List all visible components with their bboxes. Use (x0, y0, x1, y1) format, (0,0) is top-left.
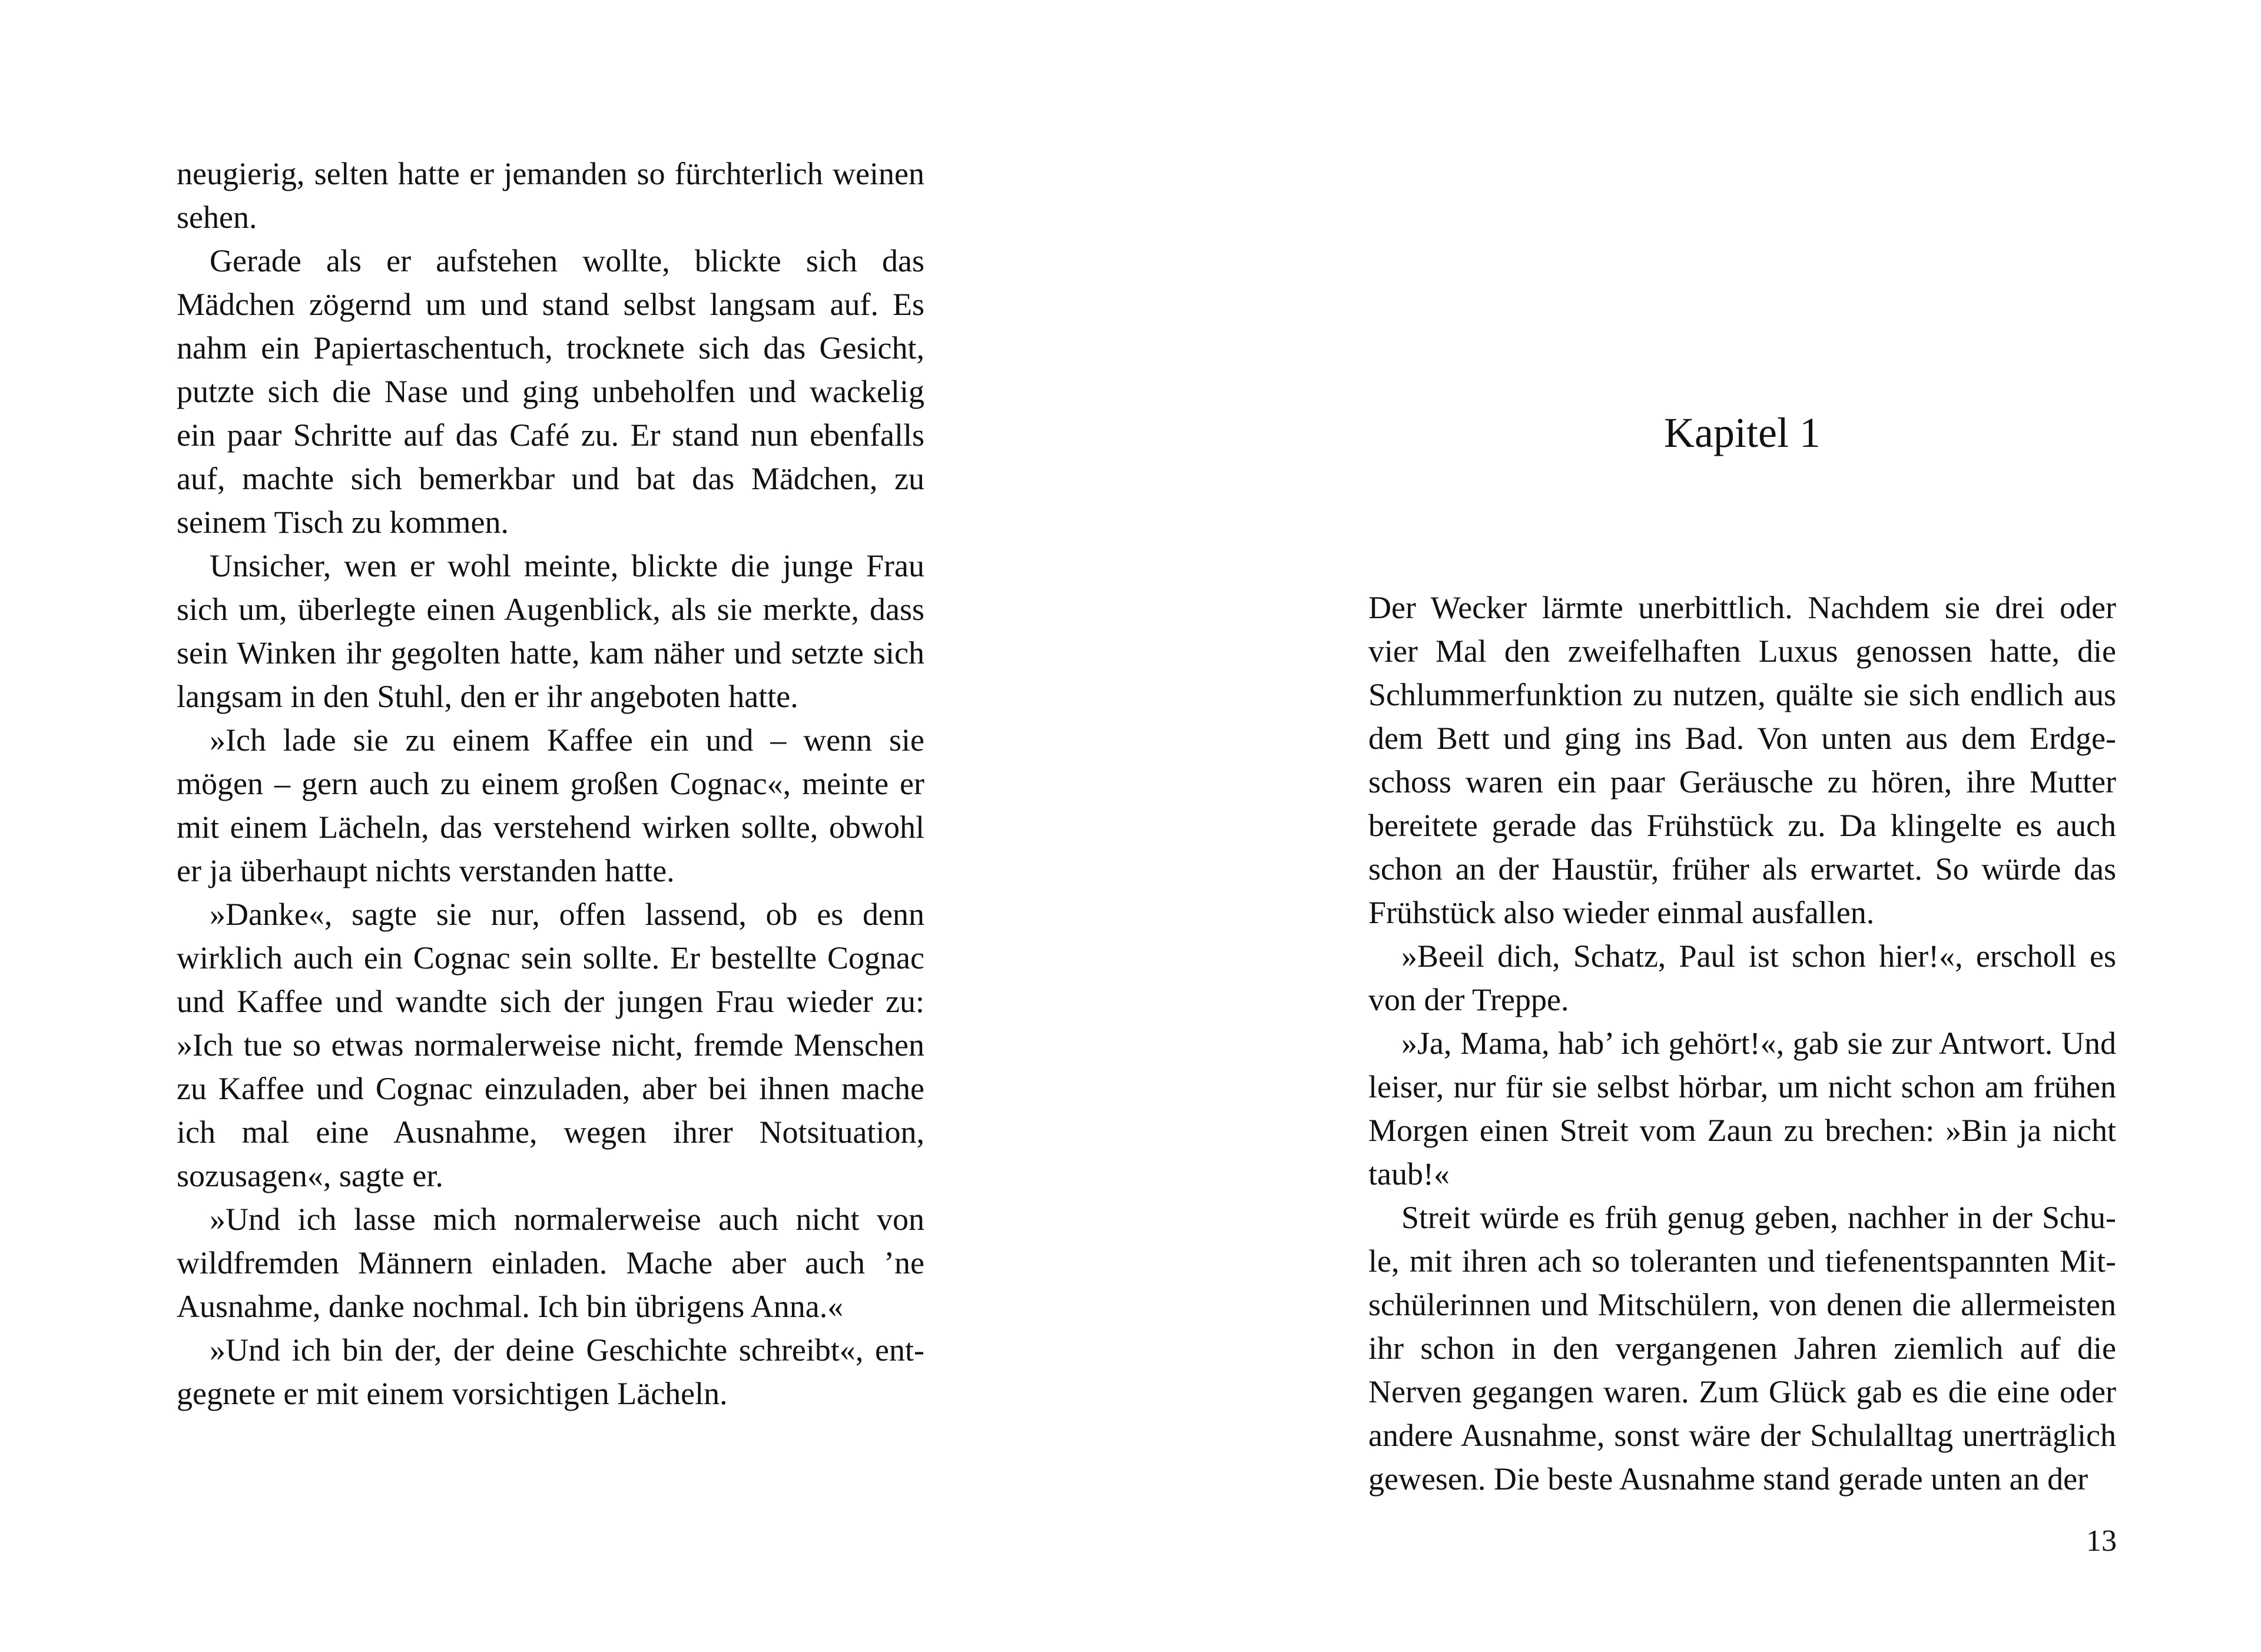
paragraph: »Beeil dich, Schatz, Paul ist schon hier!«, erscholl es von der Treppe. (1368, 938, 2116, 1017)
paragraph: Der Wecker lärmte unerbittlich. Nachdem sie drei oder vier Mal den zweifelhaften Luxus genossen hatte, die Schlummerfunktion zu nutzen, quälte sie sich endlich aus dem Bett und ging ins Bad. Von unten aus dem Erdgeschoss waren ein paar Geräusche zu hören, ihre Mutter bereitete gerade das Frühstück zu. Da klingelte es auch schon an der Haustür, früher als erwartet. So würde das Frühstück also wieder einmal ausfallen. (1368, 590, 2116, 930)
paragraph: Gerade als er aufstehen wollte, blickte sich das Mädchen zögernd um und stand selbst langsam auf. Es nahm ein Papiertaschentuch, trocknete sich das Gesicht, putzte sich die Nase und ging unbeholfen und wackelig ein paar Schritte auf das Café zu. Er stand nun ebenfalls auf, machte sich bemerkbar und bat das Mädchen, zu seinem Tisch zu kommen. (177, 243, 924, 540)
paragraph: »Und ich bin der, der deine Geschichte schreibt«, entgegnete er mit einem vorsichtigen Lächeln. (177, 1332, 924, 1411)
paragraph: »Ja, Mama, hab’ ich gehört!«, gab sie zur Antwort. Und leiser, nur für sie selbst hörbar, um nicht schon am frühen Morgen einen Streit vom Zaun zu brechen: »Bin ja nicht taub!« (1368, 1026, 2116, 1192)
paragraph: neugierig, selten hatte er jemanden so fürchterlich weinen sehen. (177, 156, 924, 235)
paragraph: »Ich lade sie zu einem Kaffee ein und – wenn sie mögen – gern auch zu einem großen Cognac«, meinte er mit einem Lächeln, das verstehend wirken sollte, obwohl er ja überhaupt nichts verstanden hatte. (177, 722, 924, 888)
page-number: 13 (2086, 1524, 2117, 1558)
paragraph: »Und ich lasse mich normalerweise auch nicht von wildfremden Männern einladen. Mache aber auch ’ne Ausnahme, danke nochmal. Ich bin übrigens Anna.« (177, 1202, 924, 1324)
left-page (0, 0, 1130, 1652)
left-page-text (177, 152, 924, 1415)
paragraph: Streit würde es früh genug geben, nachher in der Schule, mit ihren ach so toleranten und tiefenentspannten Mitschülerinnen und Mitschülern, von denen die allermeisten ihr schon in den vergangenen Jahren ziemlich auf die Nerven gegangen waren. Zum Glück gab es die eine oder andere Ausnahme, sonst wäre der Schulalltag unerträglich gewesen. Die beste Ausnahme stand gerade unten an der (1368, 1200, 2116, 1497)
chapter-title: Kapitel 1 (1664, 409, 1821, 456)
paragraph: »Danke«, sagte sie nur, offen lassend, ob es denn wirklich auch ein Cognac sein sollte. Er bestellte Cognac und Kaffee und wandte sich der jungen Frau wieder zu: »Ich tue so etwas normalerweise nicht, fremde Menschen zu Kaffee und Cognac einzuladen, aber bei ihnen mache ich mal eine Ausnahme, wegen ihrer Notsituation, sozusagen«, sagte er. (177, 897, 924, 1193)
paragraph: Unsicher, wen er wohl meinte, blickte die junge Frau sich um, überlegte einen Augenblick, als sie merkte, dass sein Winken ihr gegolten hatte, kam näher und setzte sich langsam in den Stuhl, den er ihr angeboten hatte. (177, 548, 924, 714)
right-page (1130, 0, 2261, 1652)
right-page-text (1368, 586, 2116, 1501)
